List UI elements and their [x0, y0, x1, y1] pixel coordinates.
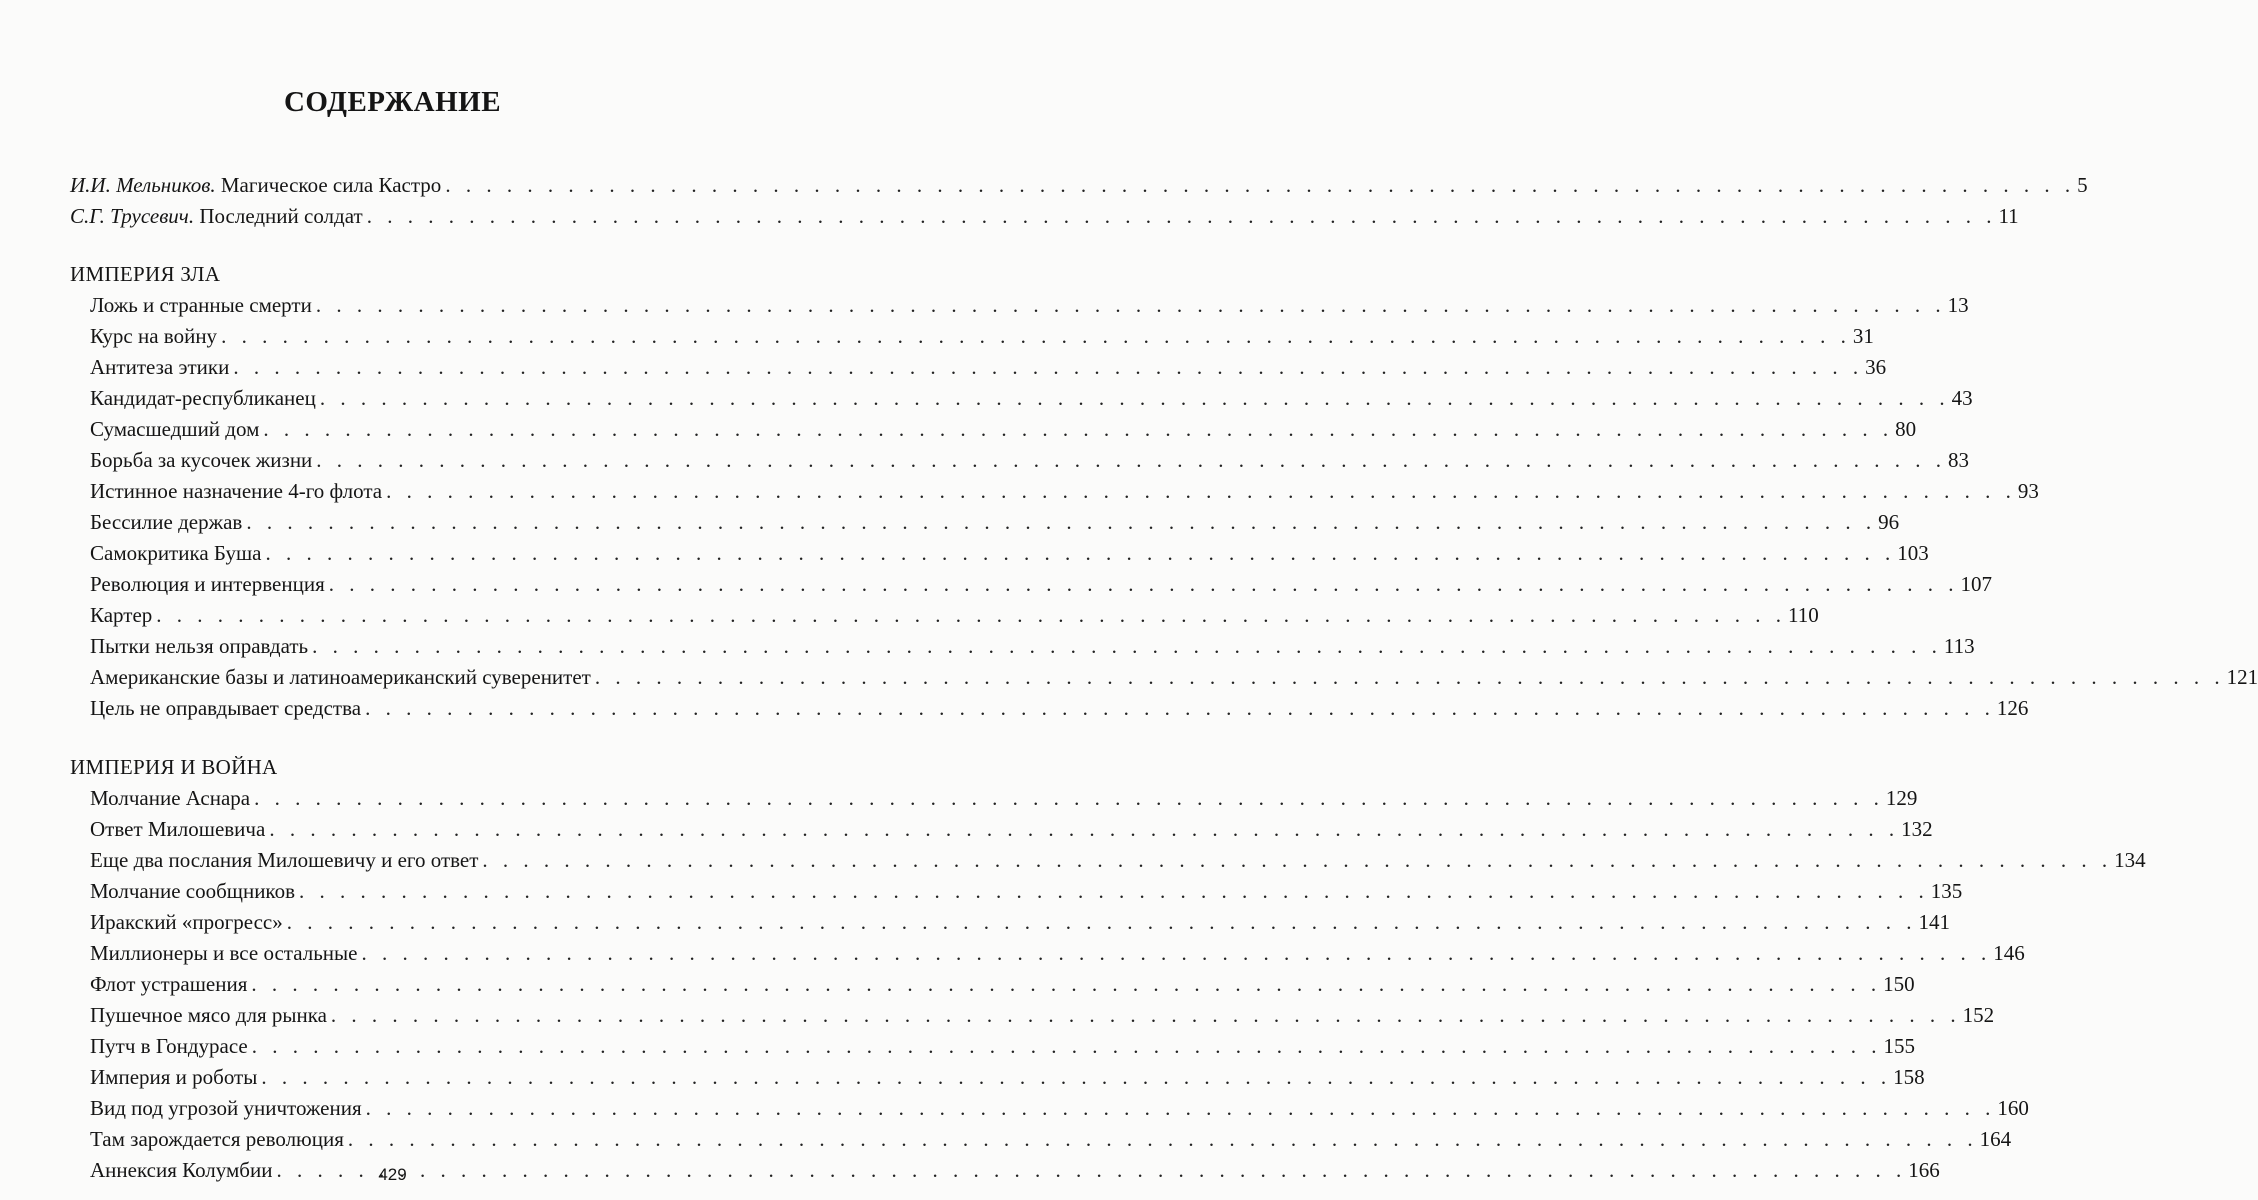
toc-entry-page: 129: [1885, 786, 1918, 810]
toc-entry-page: 160: [1997, 1096, 2029, 1120]
toc-entry-title: Молчание сообщников: [90, 879, 295, 903]
leader-dots: [248, 1031, 1882, 1062]
toc-entry-page: 96: [1878, 510, 1900, 534]
toc-entry-title: Еще два послания Милошевичу и его ответ: [90, 848, 479, 872]
leader-dots: [312, 290, 1946, 321]
toc-entry-page: 43: [1951, 386, 1973, 410]
leader-dots: [247, 969, 1881, 1000]
leader-dots: [257, 1062, 1891, 1093]
toc-entry-intro-2: [70, 201, 2019, 232]
toc-entry: [70, 1062, 1925, 1093]
toc-entry-title: Антитеза этики: [90, 355, 230, 379]
toc-entry-text: Последний солдат: [199, 204, 363, 228]
toc-entry: [70, 352, 1887, 383]
toc-entry-page: 150: [1883, 972, 1915, 996]
toc-entry-page: 80: [1895, 417, 1917, 441]
toc-entry: [70, 1093, 2029, 1124]
leader-dots: [361, 693, 1995, 724]
toc-entry-page: 135: [1930, 879, 1963, 903]
leader-dots: [316, 383, 1950, 414]
toc-entry: [70, 969, 1915, 1000]
section-gap: [70, 232, 722, 259]
toc-entry-page: 158: [1893, 1065, 1925, 1089]
toc-entry-page: 166: [1908, 1158, 1940, 1182]
leader-dots: [327, 1000, 1961, 1031]
toc-entry: [70, 662, 2258, 693]
toc-entry-title: Ложь и странные смерти: [90, 293, 312, 317]
leader-dots: [357, 938, 1991, 969]
leader-dots: [478, 845, 2112, 876]
toc-entry: [70, 1124, 2012, 1155]
toc-entry-author: С.Г. Трусевич.: [70, 204, 195, 228]
toc-entry-title: [70, 170, 441, 201]
toc-entry-text: Магическое сила Кастро: [220, 173, 442, 197]
leader-dots: [312, 445, 1946, 476]
toc-entry-intro-1: [70, 170, 2088, 201]
toc-entry-title: Картер: [90, 603, 153, 627]
toc-entry-title: Революция и интервенция: [90, 572, 325, 596]
toc-entry-page: 13: [1947, 293, 1969, 317]
toc-entry: [70, 783, 1918, 814]
toc-entry-title: Самокритика Буша: [90, 541, 262, 565]
toc-entry-title: Ответ Милошевича: [90, 817, 266, 841]
toc-entry-page: 11: [1998, 204, 2019, 228]
toc-entry: [70, 569, 1992, 600]
toc-entry: [70, 414, 1917, 445]
toc-entry-page: 126: [1996, 696, 2029, 720]
toc-entry-page: 36: [1865, 355, 1887, 379]
leader-dots: [261, 538, 1895, 569]
toc-entry-page: 110: [1788, 603, 1819, 627]
toc-entry-title: Там зарождается революция: [90, 1127, 344, 1151]
toc-entry-title: Империя и роботы: [90, 1065, 258, 1089]
leader-dots: [308, 631, 1942, 662]
page-title: СОДЕРЖАНИЕ: [283, 86, 502, 118]
toc-entry: [70, 631, 1975, 662]
toc-entry-title: Аннексия Колумбии: [90, 1158, 273, 1182]
toc-entry-page: 83: [1948, 448, 1970, 472]
toc-entry-title: Курс на войну: [90, 324, 218, 348]
toc-entry-page: 141: [1918, 910, 1951, 934]
toc-entry-page: 134: [2114, 848, 2146, 872]
section-heading-empire-and-war: ИМПЕРИЯ И ВОЙНА: [70, 755, 278, 779]
leader-dots: [325, 569, 1959, 600]
leader-dots: [259, 414, 1893, 445]
toc-entry-title: Молчание Аснара: [90, 786, 251, 810]
toc-entry: [70, 1031, 1916, 1062]
toc-entry-title: Сумасшедший дом: [90, 417, 260, 441]
toc-entry-page: 107: [1960, 572, 1992, 596]
leader-dots: [152, 600, 1786, 631]
toc-entry-page: 121: [2226, 665, 2258, 689]
toc-entry: [70, 321, 1874, 352]
toc-entry: [70, 476, 2039, 507]
leader-dots: [382, 476, 2016, 507]
toc-entry: [70, 693, 2029, 724]
toc-entry: [70, 1000, 1995, 1031]
toc-entry: [70, 600, 1819, 631]
toc-entry-page: 155: [1883, 1034, 1916, 1058]
toc-entry-title: Цель не оправдывает средства: [90, 696, 362, 720]
toc-entry-author: И.И. Мельников.: [70, 173, 216, 197]
page-number: 429: [378, 1165, 407, 1184]
toc-entry-page: 152: [1962, 1003, 1995, 1027]
toc-entry-title: Истинное назначение 4-го флота: [90, 479, 383, 503]
toc-entry: [70, 907, 1951, 938]
section-gap: [70, 724, 722, 752]
leader-dots: [295, 876, 1929, 907]
leader-dots: [283, 907, 1917, 938]
leader-dots: [242, 507, 1876, 538]
leader-dots: [250, 783, 1884, 814]
toc-entry-title: Пушечное мясо для рынка: [90, 1003, 327, 1027]
toc-entry-page: 146: [1993, 941, 2025, 965]
toc-entry-title: Иракский «прогресс»: [90, 910, 283, 934]
toc-entry-page: 132: [1901, 817, 1933, 841]
toc-entry-page: 93: [2017, 479, 2039, 503]
leader-dots: [344, 1124, 1978, 1155]
leader-dots: [363, 201, 1997, 232]
toc-entry-page: 164: [1979, 1127, 2012, 1151]
toc-entry-page: 31: [1852, 324, 1874, 348]
leader-dots: [265, 814, 1899, 845]
toc-entry: [70, 507, 1900, 538]
toc-entry: [70, 938, 2025, 969]
leader-dots: [362, 1093, 1996, 1124]
toc-entry-page: 103: [1897, 541, 1929, 565]
toc-entry: [70, 290, 1969, 321]
toc-entry: [70, 845, 2146, 876]
leader-dots: [591, 662, 2225, 693]
toc-entry-title: Американские базы и латиноамериканский суверенитет: [90, 665, 591, 689]
leader-dots: [441, 170, 2075, 201]
toc-entry-title: Борьба за кусочек жизни: [90, 448, 313, 472]
toc-entry-title: Вид под угрозой уничтожения: [90, 1096, 362, 1120]
table-of-contents: [70, 170, 2258, 1186]
toc-entry-title: Путч в Гондурасе: [90, 1034, 248, 1058]
toc-entry-page: 5: [2077, 173, 2088, 197]
toc-entry: [70, 383, 1973, 414]
toc-entry-title: Миллионеры и все остальные: [90, 941, 358, 965]
toc-entry-page: 113: [1943, 634, 1975, 658]
toc-entry: [70, 876, 1963, 907]
toc-entry: [70, 814, 1933, 845]
toc-entry: [70, 445, 1970, 476]
leader-dots: [229, 352, 1863, 383]
toc-entry-title: Пытки нельзя оправдать: [90, 634, 309, 658]
toc-entry: [70, 538, 1929, 569]
toc-entry-title: [70, 201, 363, 232]
toc-entry-title: Бессилие держав: [90, 510, 243, 534]
toc-entry-title: Флот устрашения: [90, 972, 248, 996]
toc-entry-title: Кандидат-республиканец: [90, 386, 316, 410]
leader-dots: [217, 321, 1851, 352]
section-heading-empire-of-evil: ИМПЕРИЯ ЗЛА: [70, 262, 221, 286]
